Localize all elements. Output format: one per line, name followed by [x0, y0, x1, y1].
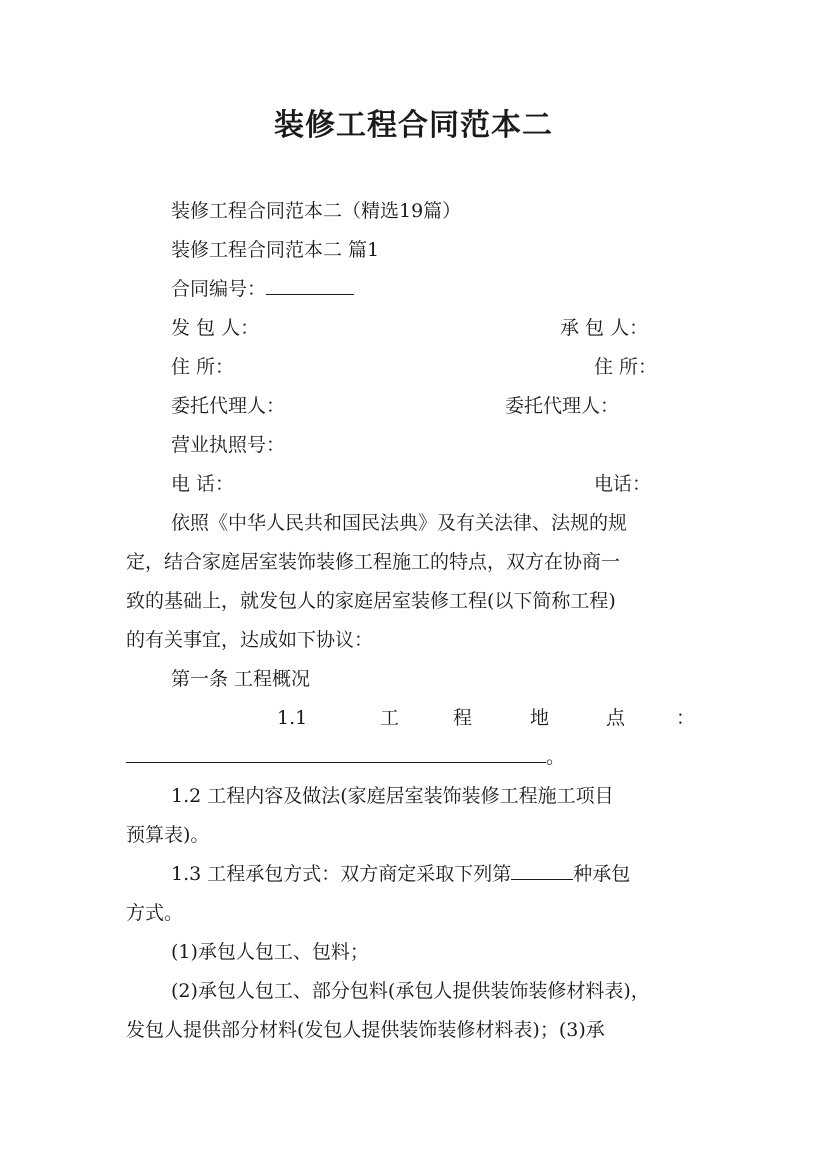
paragraph-line: 定，结合家庭居室装饰装修工程施工的特点，双方在协商一	[126, 551, 621, 573]
section-1-1-char: 地	[530, 707, 550, 729]
employer-label: 发 包 人：	[171, 317, 260, 339]
paragraph-line: 预算表)。	[126, 824, 210, 846]
business-license-label: 营业执照号：	[171, 434, 286, 456]
site-address-line	[126, 744, 565, 770]
contractor-address-label: 住 所：	[594, 356, 658, 378]
contract-mode-line	[171, 861, 630, 887]
option-2: (2)承包人包工、部分包料(承包人提供装饰装修材料表)，	[171, 980, 650, 1002]
subtitle-line: 装修工程合同范本二（精选19篇）	[171, 200, 462, 222]
site-address-end: 。	[546, 746, 566, 768]
section-1-1-char: 程	[453, 707, 473, 729]
article-one-heading: 第一条 工程概况	[171, 668, 311, 690]
contractor-label: 承 包 人：	[560, 317, 649, 339]
document-title: 装修工程合同范本二	[274, 108, 553, 143]
contract-mode-text-end: 种承包	[573, 863, 631, 885]
section-1-1-number: 1.1	[277, 707, 308, 729]
contract-mode-blank	[511, 861, 573, 880]
section-1-1-char: 工	[380, 707, 400, 729]
section-1-1-char: 点	[606, 707, 626, 729]
contract-number-line	[171, 276, 354, 302]
employer-phone-label: 电 话：	[171, 473, 235, 495]
employer-agent-label: 委托代理人：	[171, 395, 286, 417]
site-address-blank	[126, 744, 546, 763]
contractor-agent-label: 委托代理人：	[505, 395, 620, 417]
paragraph-line: 致的基础上，就发包人的家庭居室装修工程(以下简称工程)	[126, 590, 616, 612]
contract-mode-text: 1.3 工程承包方式：双方商定采取下列第	[171, 863, 512, 885]
section-1-1-char: ：	[676, 707, 696, 729]
contract-number-blank	[266, 276, 354, 295]
paragraph-line: 的有关事宜，达成如下协议：	[126, 629, 374, 651]
contract-number-label: 合同编号：	[171, 278, 267, 300]
employer-address-label: 住 所：	[171, 356, 235, 378]
contractor-phone-label: 电话：	[594, 473, 652, 495]
paragraph-line: 发包人提供部分材料(发包人提供装饰装修材料表)；(3)承	[126, 1019, 605, 1041]
option-1: (1)承包人包工、包料；	[171, 941, 369, 963]
paragraph-line: 依照《中华人民共和国民法典》及有关法律、法规的规	[171, 512, 628, 534]
article-heading: 装修工程合同范本二 篇1	[171, 239, 380, 261]
paragraph-line: 1.2 工程内容及做法(家庭居室装饰装修工程施工项目	[171, 785, 614, 807]
paragraph-line: 方式。	[126, 902, 184, 924]
